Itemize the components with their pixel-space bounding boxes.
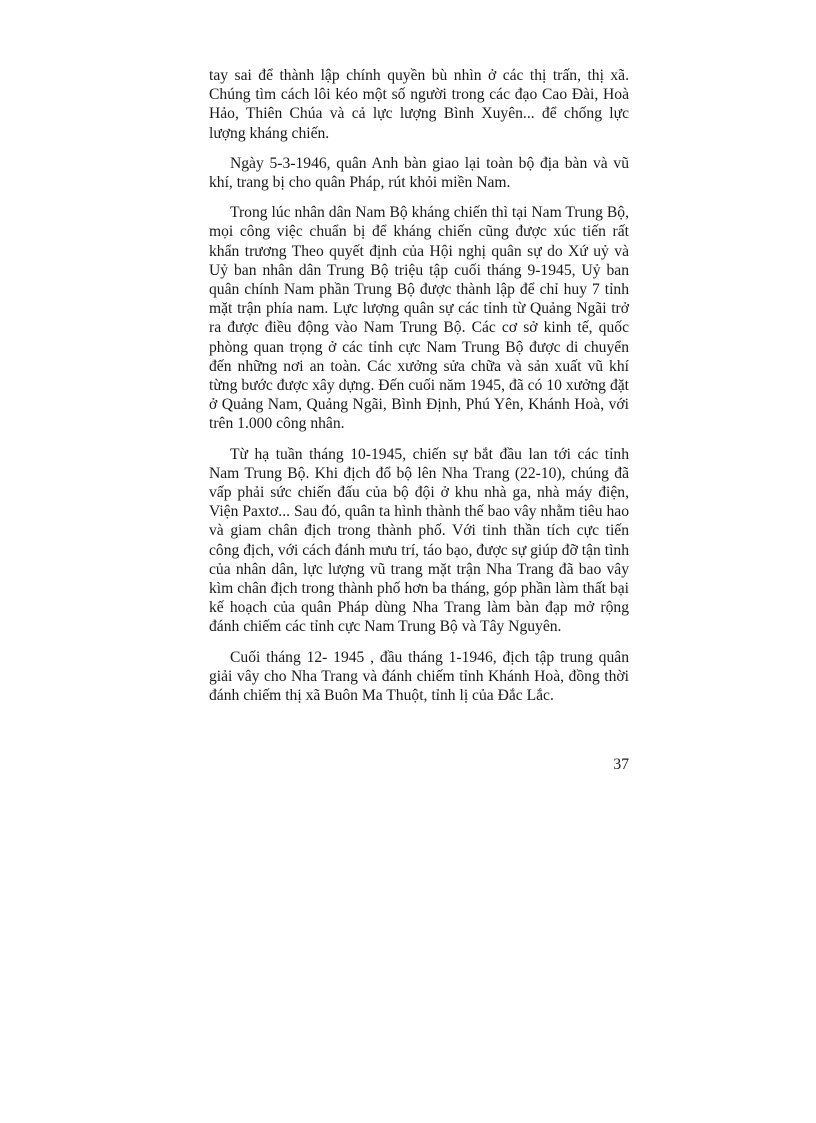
paragraph-khanh-hoa-occupation: Cuối tháng 12- 1945 , đầu tháng 1-1946, địch tập trung quân giải vây cho Nha Trang và đánh chiếm tỉnh Khánh Hoà, đồng thời đánh chiếm thị xã Buôn Ma Thuột, tỉnh lị của Đắc Lắc. (209, 648, 629, 705)
paragraph-south-central-preparation: Trong lúc nhân dân Nam Bộ kháng chiến thì tại Nam Trung Bộ, mọi công việc chuẩn bị để kháng chiến cũng được xúc tiến rất khẩn trương Theo quyết định của Hội nghị quân sự do Xứ uỷ và Uỷ ban nhân dân Trung Bộ triệu tập cuối tháng 9-1945, Uỷ ban quân chính Nam phần Trung Bộ được thành lập để chỉ huy 7 tỉnh mặt trận phía nam. Lực lượng quân sự các tỉnh từ Quảng Ngãi trở ra được điều động vào Nam Trung Bộ. Các cơ sở kinh tế, quốc phòng quan trọng ở các tỉnh cực Nam Trung Bộ được di chuyển đến những nơi an toàn. Các xưởng sửa chữa và sản xuất vũ khí từng bước được xây dựng. Đến cuối năm 1945, đã có 10 xưởng đặt ở Quảng Nam, Quảng Ngãi, Bình Định, Phú Yên, Khánh Hoà, với trên 1.000 công nhân. (209, 204, 629, 433)
page-number: 37 (613, 756, 629, 773)
paragraph-british-handover: Ngày 5-3-1946, quân Anh bàn giao lại toàn bộ địa bàn và vũ khí, trang bị cho quân Pháp, rút khỏi miền Nam. (209, 154, 629, 192)
page-body (209, 66, 629, 716)
paragraph-nha-trang-siege: Từ hạ tuần tháng 10-1945, chiến sự bắt đầu lan tới các tỉnh Nam Trung Bộ. Khi địch đổ bộ lên Nha Trang (22-10), chúng đã vấp phải sức chiến đấu của bộ đội ở khu nhà ga, nhà máy điện, Viện Paxtơ... Sau đó, quân ta hình thành thế bao vây nhằm tiêu hao và giam chân địch trong thành phố. Với tinh thần tích cực tiến công địch, với cách đánh mưu trí, táo bạo, được sự giúp đỡ tận tình của nhân dân, lực lượng vũ trang mặt trận Nha Trang đã bao vây kìm chân địch trong thành phố hơn ba tháng, góp phần làm thất bại kế hoạch của quân Pháp dùng Nha Trang làm bàn đạp mở rộng đánh chiếm các tỉnh cực Nam Trung Bộ và Tây Nguyên. (209, 445, 629, 636)
paragraph-continuation: tay sai để thành lập chính quyền bù nhìn ở các thị trấn, thị xã. Chúng tìm cách lôi kéo một số người trong các đạo Cao Đài, Hoà Hảo, Thiên Chúa và cả lực lượng Bình Xuyên... để chống lực lượng kháng chiến. (209, 67, 629, 142)
